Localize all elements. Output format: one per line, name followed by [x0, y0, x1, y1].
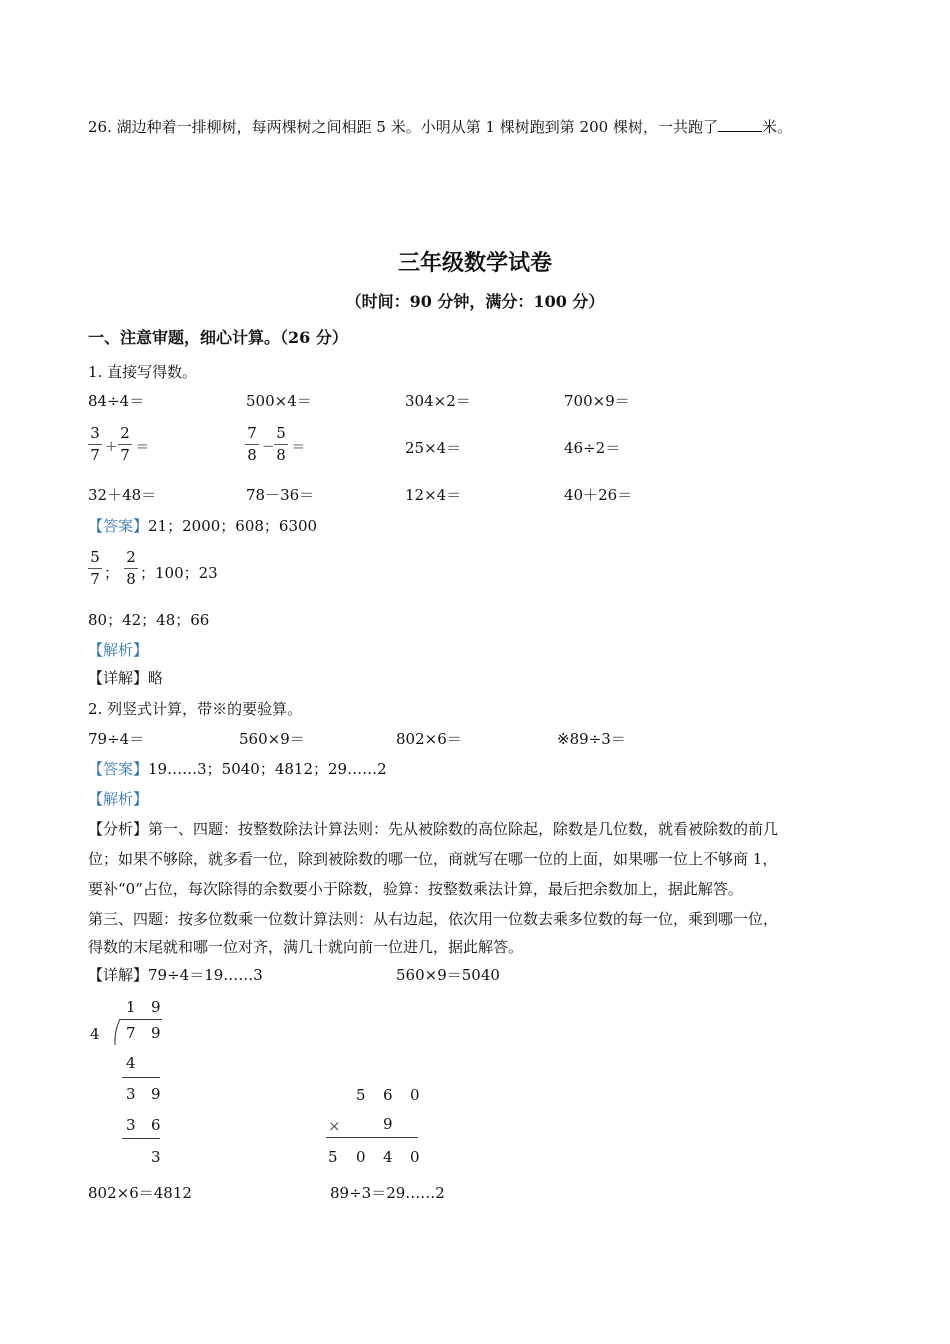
- question-26: [88, 119, 792, 135]
- q1-answer-line-3: 80；42；48；66: [88, 611, 210, 629]
- section-heading: 一、注意审题，细心计算。（26 分）: [88, 328, 348, 347]
- multiplicand-digit: 0: [410, 1086, 420, 1104]
- bottom-left-equation: 802×6＝4812: [88, 1184, 192, 1202]
- q2-answer-line: [88, 762, 387, 777]
- fraction: 3 7: [88, 426, 102, 463]
- multiplicand-digit: 5: [356, 1086, 366, 1104]
- question-26-suffix: 米。: [761, 118, 792, 136]
- question-2-label: 2. 列竖式计算，带※的要验算。: [88, 700, 303, 718]
- separator: ；: [104, 564, 120, 582]
- q1-row1-item: 304×2＝: [405, 392, 471, 410]
- divisor: 4: [90, 1025, 100, 1043]
- step-digit: 9: [151, 1085, 161, 1103]
- q1-row1-item: 84÷4＝: [88, 392, 145, 410]
- question-1-label: 1. 直接写得数。: [88, 363, 198, 381]
- q2-row-item: 79÷4＝: [88, 730, 145, 748]
- bottom-right-equation: 89÷3＝29……2: [330, 1184, 445, 1202]
- multiplier: 9: [383, 1115, 393, 1133]
- product-digit: 4: [383, 1148, 393, 1166]
- answer-text: ；100；23: [140, 564, 218, 582]
- question-26-text: 26. 湖边种着一排柳树，每两棵树之间相距 5 米。小明从第 1 棵树跑到第 200 棵树，一共跑了: [88, 118, 718, 136]
- detail-right: 560×9＝5040: [396, 966, 500, 984]
- analysis-tag: 【解析】: [88, 641, 149, 659]
- dividend-digit: 9: [151, 1024, 161, 1042]
- step-digit: 4: [126, 1054, 136, 1072]
- fraction: 2 8: [124, 550, 138, 587]
- q1-row1-item: 500×4＝: [246, 392, 312, 410]
- answer-blank: [718, 119, 762, 132]
- q2-row-item: 560×9＝: [239, 730, 305, 748]
- step-digit: 3: [126, 1116, 136, 1134]
- page-title: 三年级数学试卷: [397, 250, 552, 276]
- answer-text: 19……3；5040；4812；29……2: [148, 760, 387, 778]
- division-bracket: [112, 1018, 122, 1046]
- q1-row2-item: 46÷2＝: [564, 439, 621, 457]
- q2-row-item: ※89÷3＝: [557, 730, 626, 748]
- quotient-digit: 1: [126, 998, 136, 1016]
- dividend-digit: 7: [126, 1024, 136, 1042]
- detail-text: 【详解】略: [88, 669, 164, 687]
- page-subtitle: （时间：90 分钟，满分：100 分）: [345, 292, 605, 311]
- quotient-digit: 9: [151, 998, 161, 1016]
- minus-sign: −: [262, 437, 275, 455]
- q1-answer-line-1: [88, 519, 317, 534]
- answer-text: 21；2000；608；6300: [148, 517, 318, 535]
- step-digit: 3: [126, 1085, 136, 1103]
- times-sign: ×: [328, 1117, 341, 1135]
- equals-sign: =: [136, 437, 149, 455]
- step-line: [122, 1077, 160, 1078]
- fraction: 5 7: [88, 550, 102, 587]
- fraction: 2 7: [118, 426, 132, 463]
- fraction: 7 8: [245, 426, 259, 463]
- step-line: [122, 1138, 160, 1139]
- q1-row3-item: 40＋26＝: [564, 486, 633, 504]
- analysis-tag: 【解析】: [88, 790, 149, 808]
- analysis-line: 位；如果不够除，就多看一位，除到被除数的哪一位，商就写在哪一位的上面，如果哪一位上不够商 1，: [88, 850, 778, 868]
- detail-label: 【详解】79÷4＝19……3: [88, 966, 263, 984]
- q1-row2-item: 25×4＝: [405, 439, 462, 457]
- division-bar: [120, 1019, 162, 1020]
- product-digit: 0: [410, 1148, 420, 1166]
- analysis-line: 得数的末尾就和哪一位对齐，满几十就向前一位进几，据此解答。: [88, 938, 524, 956]
- product-digit: 5: [328, 1148, 338, 1166]
- product-digit: 0: [356, 1148, 366, 1166]
- answer-tag: 【答案】: [88, 517, 149, 535]
- analysis-line: 要补“0”占位，每次除得的余数要小于除数，验算：按整数乘法计算，最后把余数加上，据此解答。: [88, 880, 743, 898]
- q2-row-item: 802×6＝: [396, 730, 462, 748]
- q1-row3-item: 78－36＝: [246, 486, 315, 504]
- answer-tag: 【答案】: [88, 760, 149, 778]
- plus-sign: +: [105, 437, 118, 455]
- q1-row1-item: 700×9＝: [564, 392, 630, 410]
- q1-row3-item: 12×4＝: [405, 486, 462, 504]
- analysis-line: 【分析】第一、四题：按整数除法计算法则：先从被除数的高位除起，除数是几位数，就看被除数的前几: [88, 820, 779, 838]
- remainder: 3: [151, 1148, 161, 1166]
- analysis-line: 第三、四题：按多位数乘一位数计算法则：从右边起，依次用一位数去乘多位数的每一位，乘到哪一位，: [88, 910, 779, 928]
- q1-row3-item: 32＋48＝: [88, 486, 157, 504]
- fraction: 5 8: [274, 426, 288, 463]
- equals-sign: =: [292, 437, 305, 455]
- multiplicand-digit: 6: [383, 1086, 393, 1104]
- product-line: [326, 1137, 418, 1138]
- step-digit: 6: [151, 1116, 161, 1134]
